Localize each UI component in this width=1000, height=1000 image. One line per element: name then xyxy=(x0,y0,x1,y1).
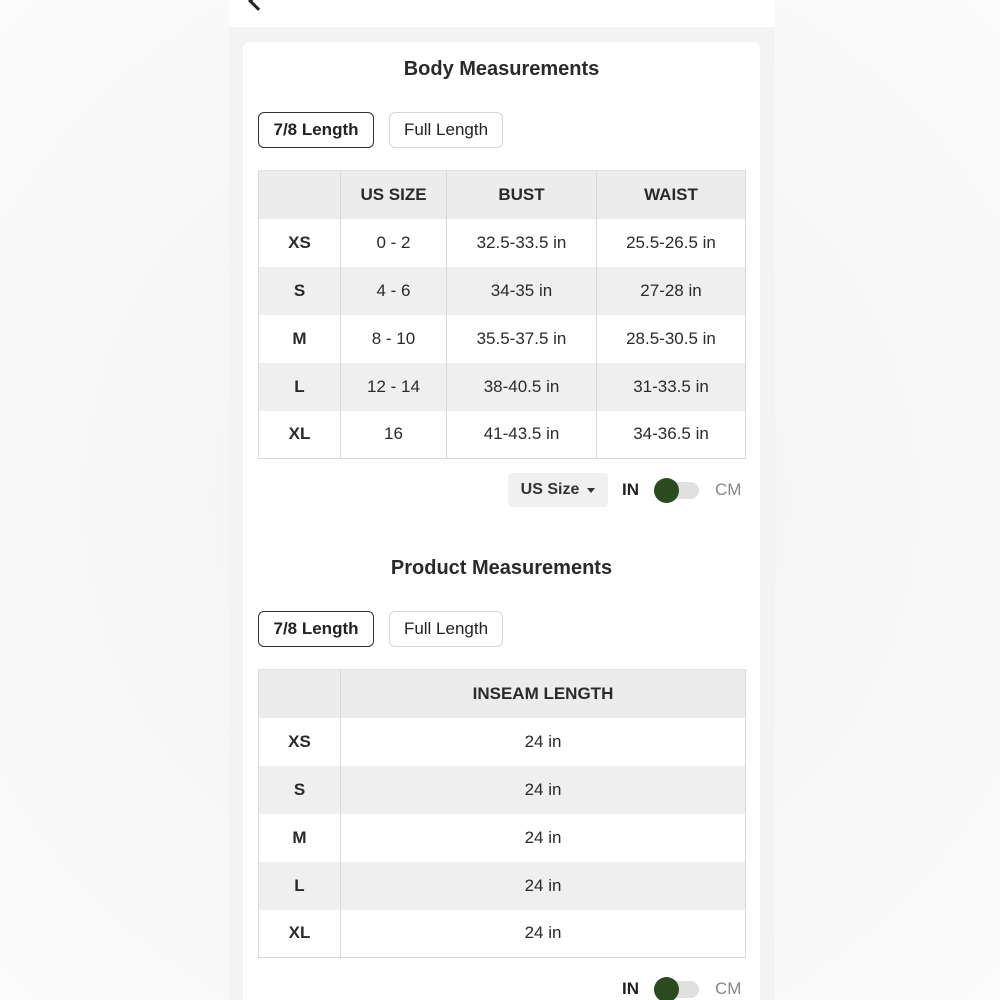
table-row xyxy=(259,814,746,862)
size-label: S xyxy=(259,267,341,315)
tab-product-78-length[interactable]: 7/8 Length xyxy=(258,611,374,647)
product-measurements-table xyxy=(258,669,746,958)
bust-cell: 38-40.5 in xyxy=(447,363,597,411)
size-label: XL xyxy=(259,910,341,958)
product-unit-controls xyxy=(243,972,760,1000)
size-label: XS xyxy=(259,718,341,766)
inseam-cell: 24 in xyxy=(341,910,746,958)
unit-toggle[interactable] xyxy=(654,479,699,501)
app-screen xyxy=(229,0,775,1000)
bust-cell: 35.5-37.5 in xyxy=(447,315,597,363)
us-size-cell: 0 - 2 xyxy=(341,219,447,267)
tab-body-full-length[interactable]: Full Length xyxy=(389,112,503,148)
size-label: L xyxy=(259,862,341,910)
bust-cell: 41-43.5 in xyxy=(447,411,597,459)
us-size-cell: 4 - 6 xyxy=(341,267,447,315)
us-size-cell: 16 xyxy=(341,411,447,459)
table-row xyxy=(259,862,746,910)
body-measurements-table xyxy=(258,170,746,459)
column-header-size xyxy=(259,670,341,718)
column-header-waist: WAIST xyxy=(597,171,746,219)
size-label: S xyxy=(259,766,341,814)
size-label: XS xyxy=(259,219,341,267)
caret-down-icon xyxy=(587,488,595,493)
table-row xyxy=(259,363,746,411)
product-measurements-title: Product Measurements xyxy=(390,557,613,579)
unit-cm-label: CM xyxy=(715,480,742,499)
table-row xyxy=(259,219,746,267)
unit-cm-label: CM xyxy=(715,979,742,998)
size-system-label: US Size xyxy=(520,481,580,498)
column-header-inseam-length: INSEAM LENGTH xyxy=(341,670,746,718)
column-header-us-size: US SIZE xyxy=(341,171,447,219)
waist-cell: 34-36.5 in xyxy=(597,411,746,459)
table-row xyxy=(259,766,746,814)
unit-in-label: IN xyxy=(622,480,639,499)
inseam-cell: 24 in xyxy=(341,862,746,910)
us-size-cell: 8 - 10 xyxy=(341,315,447,363)
table-header-row xyxy=(259,670,746,718)
table-row xyxy=(259,718,746,766)
tab-product-full-length[interactable]: Full Length xyxy=(389,611,503,647)
size-label: L xyxy=(259,363,341,411)
body-measurements-title: Body Measurements xyxy=(403,58,600,80)
column-header-size xyxy=(259,171,341,219)
size-system-dropdown[interactable] xyxy=(508,473,608,507)
toggle-knob xyxy=(654,478,679,503)
unit-in-label: IN xyxy=(622,979,639,998)
back-arrow-icon[interactable] xyxy=(248,0,268,11)
size-label: M xyxy=(259,315,341,363)
table-row xyxy=(259,267,746,315)
bust-cell: 34-35 in xyxy=(447,267,597,315)
us-size-cell: 12 - 14 xyxy=(341,363,447,411)
bust-cell: 32.5-33.5 in xyxy=(447,219,597,267)
inseam-cell: 24 in xyxy=(341,766,746,814)
tab-body-78-length[interactable]: 7/8 Length xyxy=(258,112,374,148)
top-bar xyxy=(229,0,775,27)
inseam-cell: 24 in xyxy=(341,814,746,862)
waist-cell: 25.5-26.5 in xyxy=(597,219,746,267)
table-row xyxy=(259,411,746,459)
size-label: XL xyxy=(259,411,341,459)
size-label: M xyxy=(259,814,341,862)
size-guide-card xyxy=(243,42,760,1000)
column-header-bust: BUST xyxy=(447,171,597,219)
toggle-knob xyxy=(654,977,679,1000)
waist-cell: 31-33.5 in xyxy=(597,363,746,411)
table-header-row xyxy=(259,171,746,219)
unit-toggle[interactable] xyxy=(654,978,699,1000)
inseam-cell: 24 in xyxy=(341,718,746,766)
table-row xyxy=(259,910,746,958)
waist-cell: 28.5-30.5 in xyxy=(597,315,746,363)
table-row xyxy=(259,315,746,363)
waist-cell: 27-28 in xyxy=(597,267,746,315)
body-unit-controls xyxy=(243,473,760,507)
